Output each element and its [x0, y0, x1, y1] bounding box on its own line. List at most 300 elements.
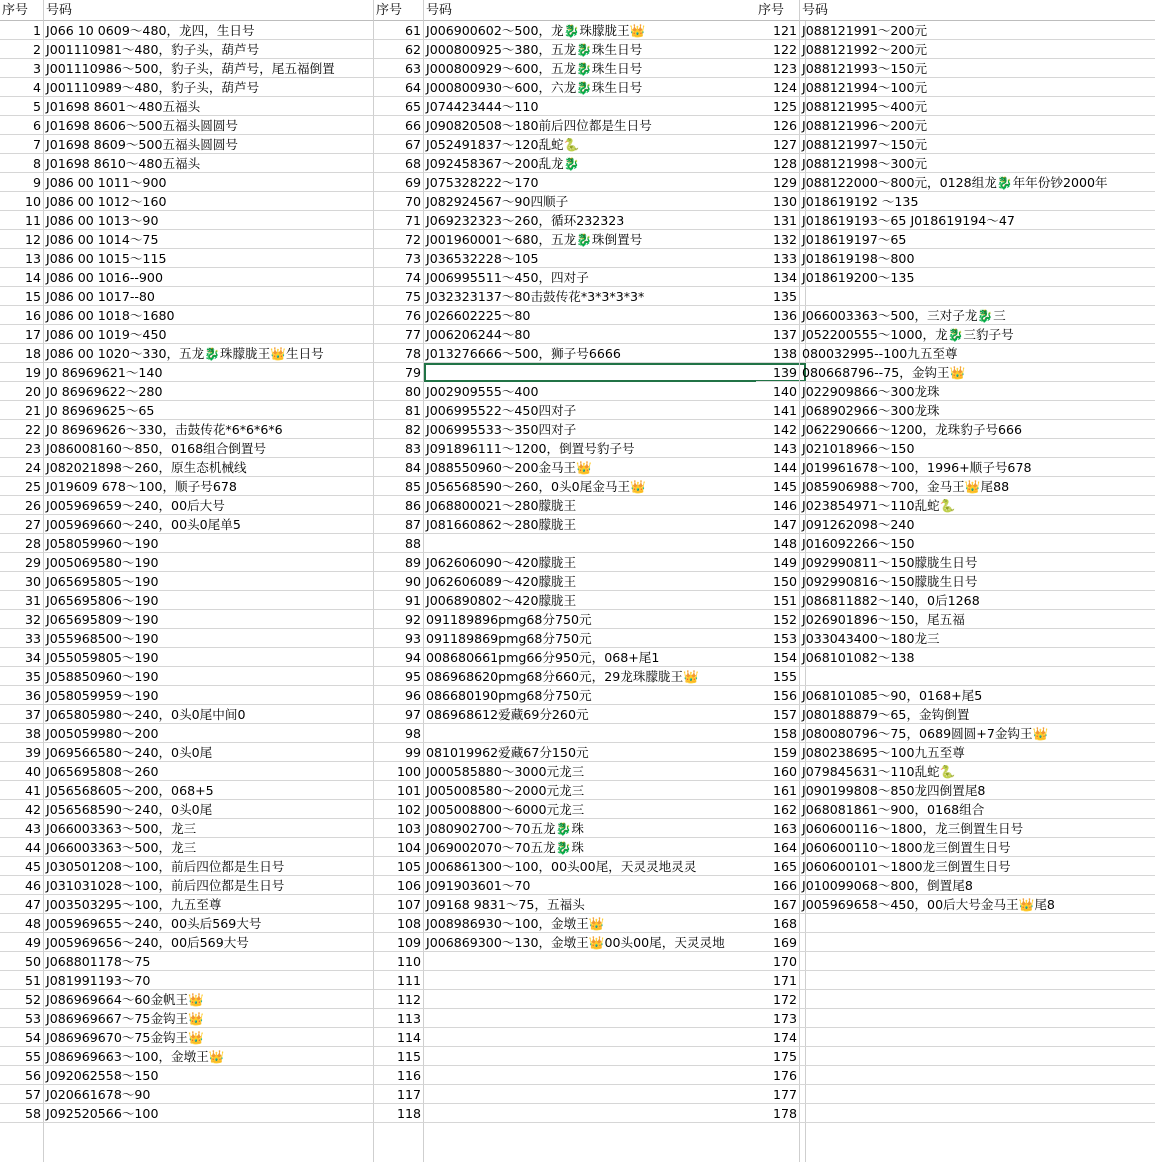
seq-cell[interactable]: 116 — [374, 1066, 424, 1085]
seq-cell[interactable]: 55 — [0, 1047, 44, 1066]
seq-cell[interactable]: 173 — [756, 1009, 800, 1028]
seq-cell[interactable]: 172 — [756, 990, 800, 1009]
code-cell[interactable]: J052200555～1000，龙🐉三豹子号 — [800, 325, 1155, 344]
seq-cell[interactable]: 64 — [374, 78, 424, 97]
code-cell[interactable]: J0 86969626～330，击鼓传花*6*6*6*6 — [44, 420, 374, 439]
code-cell[interactable] — [424, 534, 806, 553]
seq-cell[interactable]: 92 — [374, 610, 424, 629]
seq-cell[interactable]: 158 — [756, 724, 800, 743]
code-cell[interactable]: J006995522～450四对子 — [424, 401, 806, 420]
code-cell[interactable]: J088121991～200元 — [800, 21, 1155, 40]
seq-cell[interactable]: 70 — [374, 192, 424, 211]
seq-cell[interactable]: 35 — [0, 667, 44, 686]
code-cell[interactable]: 080032995--100九五至尊 — [800, 344, 1155, 363]
code-cell[interactable]: J058059960～190 — [44, 534, 374, 553]
seq-cell[interactable]: 91 — [374, 591, 424, 610]
seq-cell[interactable]: 13 — [0, 249, 44, 268]
code-cell[interactable]: J018619192 ～135 — [800, 192, 1155, 211]
seq-cell[interactable]: 19 — [0, 363, 44, 382]
seq-cell[interactable]: 134 — [756, 268, 800, 287]
code-cell[interactable]: J005969656～240，00后569大号 — [44, 933, 374, 952]
code-cell[interactable] — [424, 1104, 806, 1123]
code-cell[interactable]: J056568590～240，0头0尾 — [44, 800, 374, 819]
code-cell[interactable]: J031031028～100，前后四位都是生日号 — [44, 876, 374, 895]
code-cell[interactable] — [424, 1066, 806, 1085]
code-cell[interactable]: J052491837～120乱蛇🐍 — [424, 135, 806, 154]
code-cell[interactable] — [800, 1009, 1155, 1028]
seq-cell[interactable]: 65 — [374, 97, 424, 116]
code-cell[interactable]: 086968612爱藏69分260元 — [424, 705, 806, 724]
code-cell[interactable]: J022909866～300龙珠 — [800, 382, 1155, 401]
seq-cell[interactable]: 88 — [374, 534, 424, 553]
code-cell[interactable]: J056568590～260，0头0尾金马王👑 — [424, 477, 806, 496]
code-cell[interactable]: J088121996～200元 — [800, 116, 1155, 135]
code-cell[interactable]: J074423444～110 — [424, 97, 806, 116]
code-cell[interactable] — [800, 1085, 1155, 1104]
seq-cell[interactable]: 72 — [374, 230, 424, 249]
seq-cell[interactable]: 146 — [756, 496, 800, 515]
code-cell[interactable]: J001110981～480，豹子头，葫芦号 — [44, 40, 374, 59]
code-cell[interactable]: J019609 678～100，顺子号678 — [44, 477, 374, 496]
seq-cell[interactable]: 142 — [756, 420, 800, 439]
seq-cell[interactable]: 137 — [756, 325, 800, 344]
code-cell[interactable]: J065695805～190 — [44, 572, 374, 591]
code-cell[interactable]: J065695809～190 — [44, 610, 374, 629]
code-cell[interactable]: J005008580～2000元龙三 — [424, 781, 806, 800]
seq-cell[interactable]: 23 — [0, 439, 44, 458]
code-cell[interactable]: J018619198～800 — [800, 249, 1155, 268]
code-cell[interactable]: J092990816～150朦胧生日号 — [800, 572, 1155, 591]
seq-cell[interactable]: 49 — [0, 933, 44, 952]
seq-cell[interactable]: 7 — [0, 135, 44, 154]
seq-cell[interactable]: 122 — [756, 40, 800, 59]
seq-cell[interactable]: 167 — [756, 895, 800, 914]
code-cell[interactable]: J086 00 1017--80 — [44, 287, 374, 306]
seq-cell[interactable]: 3 — [0, 59, 44, 78]
code-cell[interactable] — [800, 1066, 1155, 1085]
code-cell[interactable]: J086 00 1011～900 — [44, 173, 374, 192]
seq-cell[interactable]: 50 — [0, 952, 44, 971]
code-cell[interactable] — [800, 933, 1155, 952]
seq-cell[interactable]: 89 — [374, 553, 424, 572]
seq-cell[interactable]: 86 — [374, 496, 424, 515]
seq-cell[interactable]: 111 — [374, 971, 424, 990]
seq-cell[interactable]: 102 — [374, 800, 424, 819]
code-cell[interactable]: J000800930～600，六龙🐉珠生日号 — [424, 78, 806, 97]
seq-cell[interactable]: 117 — [374, 1085, 424, 1104]
code-cell[interactable] — [800, 952, 1155, 971]
code-cell[interactable]: J023854971～110乱蛇🐍 — [800, 496, 1155, 515]
seq-cell[interactable]: 101 — [374, 781, 424, 800]
code-cell[interactable] — [424, 724, 806, 743]
seq-cell[interactable]: 113 — [374, 1009, 424, 1028]
seq-cell[interactable]: 100 — [374, 762, 424, 781]
seq-cell[interactable]: 150 — [756, 572, 800, 591]
seq-cell[interactable]: 159 — [756, 743, 800, 762]
code-cell[interactable]: J01698 8606～500五福头圆圆号 — [44, 116, 374, 135]
seq-cell[interactable]: 81 — [374, 401, 424, 420]
code-cell[interactable] — [800, 1047, 1155, 1066]
seq-cell[interactable]: 115 — [374, 1047, 424, 1066]
code-cell[interactable]: J068081861～900，0168组合 — [800, 800, 1155, 819]
seq-cell[interactable]: 27 — [0, 515, 44, 534]
seq-cell[interactable]: 85 — [374, 477, 424, 496]
seq-cell[interactable]: 140 — [756, 382, 800, 401]
code-cell[interactable]: J086969664～60金帆王👑 — [44, 990, 374, 1009]
seq-cell[interactable]: 45 — [0, 857, 44, 876]
seq-cell[interactable]: 40 — [0, 762, 44, 781]
code-cell[interactable]: J060600101～1800龙三倒置生日号 — [800, 857, 1155, 876]
code-cell[interactable]: 086680190pmg68分750元 — [424, 686, 806, 705]
code-cell[interactable]: J066 10 0609～480，龙四，生日号 — [44, 21, 374, 40]
seq-cell[interactable]: 61 — [374, 21, 424, 40]
code-cell[interactable]: J088550960～200金马王👑 — [424, 458, 806, 477]
seq-cell[interactable]: 169 — [756, 933, 800, 952]
seq-cell[interactable]: 30 — [0, 572, 44, 591]
seq-cell[interactable]: 149 — [756, 553, 800, 572]
code-cell[interactable]: J082021898～260，原生态机械线 — [44, 458, 374, 477]
code-cell[interactable]: J088121993～150元 — [800, 59, 1155, 78]
seq-cell[interactable]: 14 — [0, 268, 44, 287]
seq-cell[interactable]: 114 — [374, 1028, 424, 1047]
seq-cell[interactable]: 110 — [374, 952, 424, 971]
code-cell[interactable]: J075328222～170 — [424, 173, 806, 192]
seq-cell[interactable]: 54 — [0, 1028, 44, 1047]
code-cell[interactable]: J062606089～420朦胧王 — [424, 572, 806, 591]
code-cell[interactable]: J086 00 1012～160 — [44, 192, 374, 211]
seq-cell[interactable]: 84 — [374, 458, 424, 477]
code-cell[interactable]: J080080796～75，0689圆圆+7金钩王👑 — [800, 724, 1155, 743]
seq-cell[interactable]: 10 — [0, 192, 44, 211]
seq-cell[interactable]: 118 — [374, 1104, 424, 1123]
code-cell[interactable]: J065805980～240，0头0尾中间0 — [44, 705, 374, 724]
seq-cell[interactable]: 33 — [0, 629, 44, 648]
seq-cell[interactable]: 63 — [374, 59, 424, 78]
seq-cell[interactable]: 90 — [374, 572, 424, 591]
code-cell[interactable]: J086969667～75金钩王👑 — [44, 1009, 374, 1028]
seq-cell[interactable]: 157 — [756, 705, 800, 724]
code-cell[interactable]: J006900602～500，龙🐉珠朦胧王👑 — [424, 21, 806, 40]
code-cell[interactable]: 091189869pmg68分750元 — [424, 629, 806, 648]
seq-cell[interactable]: 6 — [0, 116, 44, 135]
code-cell[interactable]: J006206244～80 — [424, 325, 806, 344]
code-cell[interactable]: J01698 8601～480五福头 — [44, 97, 374, 116]
seq-cell[interactable]: 95 — [374, 667, 424, 686]
seq-cell[interactable]: 145 — [756, 477, 800, 496]
seq-cell[interactable]: 66 — [374, 116, 424, 135]
code-cell[interactable] — [424, 952, 806, 971]
seq-cell[interactable]: 168 — [756, 914, 800, 933]
seq-cell[interactable]: 164 — [756, 838, 800, 857]
code-cell[interactable]: J069566580～240，0头0尾 — [44, 743, 374, 762]
code-cell[interactable]: J091903601～70 — [424, 876, 806, 895]
code-cell[interactable]: J086008160～850，0168组合倒置号 — [44, 439, 374, 458]
code-cell[interactable]: J01698 8610～480五福头 — [44, 154, 374, 173]
code-cell[interactable]: J062290666～1200，龙珠豹子号666 — [800, 420, 1155, 439]
seq-cell[interactable]: 128 — [756, 154, 800, 173]
code-cell[interactable]: J020661678～90 — [44, 1085, 374, 1104]
code-cell[interactable]: J090199808～850龙四倒置尾8 — [800, 781, 1155, 800]
seq-cell[interactable]: 106 — [374, 876, 424, 895]
seq-cell[interactable]: 42 — [0, 800, 44, 819]
code-cell[interactable]: J065695808～260 — [44, 762, 374, 781]
code-cell[interactable]: J088121998～300元 — [800, 154, 1155, 173]
seq-cell[interactable]: 57 — [0, 1085, 44, 1104]
seq-cell[interactable]: 124 — [756, 78, 800, 97]
code-cell[interactable]: J092458367～200乱龙🐉 — [424, 154, 806, 173]
seq-cell[interactable]: 39 — [0, 743, 44, 762]
seq-cell[interactable]: 155 — [756, 667, 800, 686]
code-cell[interactable]: J086811882～140，0后1268 — [800, 591, 1155, 610]
code-cell[interactable]: J066003363～500，龙三 — [44, 838, 374, 857]
code-cell[interactable]: J026602225～80 — [424, 306, 806, 325]
seq-cell[interactable]: 75 — [374, 287, 424, 306]
seq-cell[interactable]: 1 — [0, 21, 44, 40]
code-cell[interactable]: 080668796--75，金钩王👑 — [800, 363, 1155, 382]
code-cell[interactable] — [424, 990, 806, 1009]
seq-cell[interactable]: 104 — [374, 838, 424, 857]
code-cell[interactable]: J030501208～100，前后四位都是生日号 — [44, 857, 374, 876]
code-cell[interactable]: J086 00 1013～90 — [44, 211, 374, 230]
seq-cell[interactable]: 32 — [0, 610, 44, 629]
code-cell[interactable]: J086 00 1016--900 — [44, 268, 374, 287]
seq-cell[interactable]: 133 — [756, 249, 800, 268]
seq-cell[interactable]: 126 — [756, 116, 800, 135]
seq-cell[interactable]: 67 — [374, 135, 424, 154]
seq-cell[interactable]: 78 — [374, 344, 424, 363]
seq-cell[interactable]: 28 — [0, 534, 44, 553]
code-cell[interactable]: J013276666～500，狮子号6666 — [424, 344, 806, 363]
seq-cell[interactable]: 135 — [756, 287, 800, 306]
code-cell[interactable] — [800, 914, 1155, 933]
seq-cell[interactable]: 53 — [0, 1009, 44, 1028]
code-cell[interactable]: J055968500～190 — [44, 629, 374, 648]
code-cell[interactable]: J005069580～190 — [44, 553, 374, 572]
code-cell[interactable]: J088122000～800元，0128组龙🐉年年份钞2000年 — [800, 173, 1155, 192]
seq-cell[interactable]: 94 — [374, 648, 424, 667]
seq-cell[interactable]: 161 — [756, 781, 800, 800]
seq-cell[interactable]: 31 — [0, 591, 44, 610]
seq-cell[interactable]: 9 — [0, 173, 44, 192]
code-cell[interactable] — [800, 1104, 1155, 1123]
code-cell[interactable]: J081660862～280朦胧王 — [424, 515, 806, 534]
code-cell[interactable]: J019961678～100，1996+顺子号678 — [800, 458, 1155, 477]
seq-cell[interactable]: 20 — [0, 382, 44, 401]
seq-cell[interactable]: 48 — [0, 914, 44, 933]
seq-cell[interactable]: 11 — [0, 211, 44, 230]
code-cell[interactable] — [800, 287, 1155, 306]
seq-cell[interactable]: 73 — [374, 249, 424, 268]
seq-cell[interactable]: 103 — [374, 819, 424, 838]
code-cell[interactable]: J086969663～100，金墩王👑 — [44, 1047, 374, 1066]
code-cell[interactable]: J058850960～190 — [44, 667, 374, 686]
code-cell[interactable]: J088121995～400元 — [800, 97, 1155, 116]
code-cell[interactable]: J055059805～190 — [44, 648, 374, 667]
code-cell[interactable]: J085906988～700，金马王👑尾88 — [800, 477, 1155, 496]
code-cell[interactable]: J005969660～240，00头0尾单5 — [44, 515, 374, 534]
seq-cell[interactable]: 160 — [756, 762, 800, 781]
seq-cell[interactable]: 152 — [756, 610, 800, 629]
seq-cell[interactable]: 68 — [374, 154, 424, 173]
seq-cell[interactable]: 36 — [0, 686, 44, 705]
seq-cell[interactable]: 8 — [0, 154, 44, 173]
code-cell[interactable] — [800, 990, 1155, 1009]
seq-cell[interactable]: 156 — [756, 686, 800, 705]
seq-cell[interactable]: 22 — [0, 420, 44, 439]
seq-cell[interactable]: 17 — [0, 325, 44, 344]
seq-cell[interactable]: 29 — [0, 553, 44, 572]
code-cell[interactable]: J001960001～680，五龙🐉珠倒置号 — [424, 230, 806, 249]
code-cell[interactable]: J068902966～300龙珠 — [800, 401, 1155, 420]
seq-cell[interactable]: 5 — [0, 97, 44, 116]
seq-cell[interactable]: 108 — [374, 914, 424, 933]
code-cell[interactable]: J086 00 1014～75 — [44, 230, 374, 249]
seq-cell[interactable]: 26 — [0, 496, 44, 515]
code-cell[interactable]: J056568605～200，068+5 — [44, 781, 374, 800]
code-cell[interactable]: 081019962爱藏67分150元 — [424, 743, 806, 762]
seq-cell[interactable]: 125 — [756, 97, 800, 116]
seq-cell[interactable]: 112 — [374, 990, 424, 1009]
code-cell[interactable]: J033043400～180龙三 — [800, 629, 1155, 648]
seq-cell[interactable]: 25 — [0, 477, 44, 496]
code-cell[interactable]: J090820508～180前后四位都是生日号 — [424, 116, 806, 135]
seq-cell[interactable]: 41 — [0, 781, 44, 800]
seq-cell[interactable]: 34 — [0, 648, 44, 667]
seq-cell[interactable]: 139 — [756, 363, 800, 382]
seq-cell[interactable]: 131 — [756, 211, 800, 230]
seq-cell[interactable]: 147 — [756, 515, 800, 534]
code-cell[interactable]: J008986930～100，金墩王👑 — [424, 914, 806, 933]
code-cell[interactable]: J086969670～75金钩王👑 — [44, 1028, 374, 1047]
seq-cell[interactable]: 37 — [0, 705, 44, 724]
seq-cell[interactable]: 129 — [756, 173, 800, 192]
code-cell[interactable]: J0 86969622～280 — [44, 382, 374, 401]
seq-cell[interactable]: 174 — [756, 1028, 800, 1047]
seq-cell[interactable]: 171 — [756, 971, 800, 990]
code-cell[interactable]: J005969658～450，00后大号金马王👑尾8 — [800, 895, 1155, 914]
seq-cell[interactable]: 127 — [756, 135, 800, 154]
code-cell[interactable] — [424, 1047, 806, 1066]
seq-cell[interactable]: 43 — [0, 819, 44, 838]
seq-cell[interactable]: 176 — [756, 1066, 800, 1085]
code-cell[interactable] — [424, 1028, 806, 1047]
code-cell[interactable]: J086 00 1018～1680 — [44, 306, 374, 325]
code-cell[interactable]: J036532228～105 — [424, 249, 806, 268]
seq-cell[interactable]: 69 — [374, 173, 424, 192]
seq-cell[interactable]: 71 — [374, 211, 424, 230]
seq-cell[interactable]: 98 — [374, 724, 424, 743]
seq-cell[interactable]: 144 — [756, 458, 800, 477]
seq-cell[interactable]: 97 — [374, 705, 424, 724]
code-cell[interactable] — [424, 971, 806, 990]
code-cell[interactable]: J080238695～100九五至尊 — [800, 743, 1155, 762]
code-cell[interactable]: J069232323～260，循环232323 — [424, 211, 806, 230]
code-cell[interactable]: J001110986～500，豹子头，葫芦号，尾五福倒置 — [44, 59, 374, 78]
code-cell[interactable]: J082924567～90四顺子 — [424, 192, 806, 211]
code-cell[interactable]: J080188879～65，金钩倒置 — [800, 705, 1155, 724]
code-cell[interactable] — [800, 1028, 1155, 1047]
seq-cell[interactable]: 87 — [374, 515, 424, 534]
code-cell[interactable]: J018619200～135 — [800, 268, 1155, 287]
seq-cell[interactable]: 175 — [756, 1047, 800, 1066]
seq-cell[interactable]: 21 — [0, 401, 44, 420]
code-cell[interactable]: J0 86969621～140 — [44, 363, 374, 382]
code-cell[interactable]: J001110989～480，豹子头，葫芦号 — [44, 78, 374, 97]
code-cell[interactable]: 008680661pmg66分950元，068+尾1 — [424, 648, 806, 667]
seq-cell[interactable]: 46 — [0, 876, 44, 895]
code-cell[interactable]: J006995511～450，四对子 — [424, 268, 806, 287]
code-cell[interactable]: J000800929～600，五龙🐉珠生日号 — [424, 59, 806, 78]
seq-cell[interactable]: 4 — [0, 78, 44, 97]
seq-cell[interactable]: 74 — [374, 268, 424, 287]
code-cell[interactable]: J018619197～65 — [800, 230, 1155, 249]
code-cell[interactable]: J000800925～380，五龙🐉珠生日号 — [424, 40, 806, 59]
code-cell[interactable]: J086 00 1015～115 — [44, 249, 374, 268]
code-cell[interactable]: J006861300～100，00头00尾，天灵灵地灵灵 — [424, 857, 806, 876]
code-cell[interactable] — [800, 971, 1155, 990]
code-cell[interactable]: J005008800～6000元龙三 — [424, 800, 806, 819]
code-cell[interactable]: J091262098～240 — [800, 515, 1155, 534]
seq-cell[interactable]: 52 — [0, 990, 44, 1009]
code-cell[interactable]: J006995533～350四对子 — [424, 420, 806, 439]
code-cell[interactable]: J026901896～150，尾五福 — [800, 610, 1155, 629]
code-cell[interactable]: J066003363～500，三对子龙🐉三 — [800, 306, 1155, 325]
seq-cell[interactable]: 178 — [756, 1104, 800, 1123]
code-cell[interactable]: J005059980～200 — [44, 724, 374, 743]
seq-cell[interactable]: 153 — [756, 629, 800, 648]
seq-cell[interactable]: 148 — [756, 534, 800, 553]
code-cell[interactable]: J010099068～800，倒置尾8 — [800, 876, 1155, 895]
code-cell[interactable]: J081991193～70 — [44, 971, 374, 990]
code-cell[interactable] — [800, 667, 1155, 686]
seq-cell[interactable]: 77 — [374, 325, 424, 344]
seq-cell[interactable]: 18 — [0, 344, 44, 363]
code-cell[interactable]: J088121994～100元 — [800, 78, 1155, 97]
code-cell[interactable]: J002909555～400 — [424, 382, 806, 401]
seq-cell[interactable]: 136 — [756, 306, 800, 325]
seq-cell[interactable]: 12 — [0, 230, 44, 249]
code-cell[interactable]: J006869300～130，金墩王👑00头00尾，天灵灵地 — [424, 933, 806, 952]
seq-cell[interactable]: 99 — [374, 743, 424, 762]
seq-cell[interactable]: 132 — [756, 230, 800, 249]
seq-cell[interactable]: 109 — [374, 933, 424, 952]
seq-cell[interactable]: 79 — [374, 363, 424, 382]
seq-cell[interactable]: 130 — [756, 192, 800, 211]
seq-cell[interactable]: 58 — [0, 1104, 44, 1123]
seq-cell[interactable]: 163 — [756, 819, 800, 838]
seq-cell[interactable]: 177 — [756, 1085, 800, 1104]
seq-cell[interactable]: 107 — [374, 895, 424, 914]
code-cell[interactable]: J021018966～150 — [800, 439, 1155, 458]
code-cell[interactable]: J066003363～500，龙三 — [44, 819, 374, 838]
seq-cell[interactable]: 96 — [374, 686, 424, 705]
seq-cell[interactable]: 24 — [0, 458, 44, 477]
seq-cell[interactable]: 76 — [374, 306, 424, 325]
seq-cell[interactable]: 170 — [756, 952, 800, 971]
code-cell[interactable]: J005969659～240，00后大号 — [44, 496, 374, 515]
seq-cell[interactable]: 143 — [756, 439, 800, 458]
code-cell[interactable]: J000585880～3000元龙三 — [424, 762, 806, 781]
seq-cell[interactable]: 83 — [374, 439, 424, 458]
code-cell[interactable]: J062606090～420朦胧王 — [424, 553, 806, 572]
code-cell[interactable]: J092062558～150 — [44, 1066, 374, 1085]
code-cell[interactable]: J058059959～190 — [44, 686, 374, 705]
code-cell[interactable]: J016092266～150 — [800, 534, 1155, 553]
seq-cell[interactable]: 51 — [0, 971, 44, 990]
code-cell[interactable]: J068801178～75 — [44, 952, 374, 971]
seq-cell[interactable]: 166 — [756, 876, 800, 895]
code-cell[interactable]: 091189896pmg68分750元 — [424, 610, 806, 629]
